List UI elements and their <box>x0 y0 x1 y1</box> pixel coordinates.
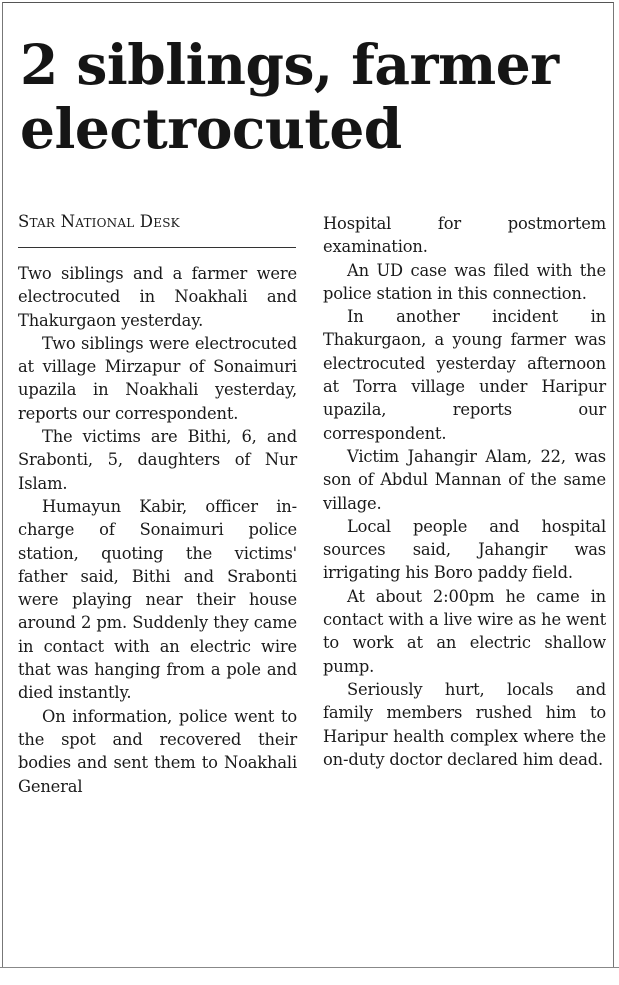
byline: Star National Desk <box>18 212 180 231</box>
byline-rule <box>18 247 296 248</box>
paragraph: On information, police went to the spot and recovered their bodies and sent them to Noakhali General <box>18 706 297 796</box>
paragraph: The victims are Bithi, 6, and Srabonti, 5, daughters of Nur Islam. <box>18 427 297 493</box>
paragraph: Victim Jahangir Alam, 22, was son of Abdul Mannan of the same village. <box>323 446 606 513</box>
clipping-bottom-edge <box>0 967 619 968</box>
paragraph: Two siblings were electrocuted at village Mirzapur of Sonaimuri upazila in Noakhali yesterday, reports our correspondent. <box>18 333 297 423</box>
paragraph: Seriously hurt, locals and family members rushed him to Haripur health complex where the on-duty doctor declared him dead. <box>323 679 606 769</box>
article-column-1 <box>18 262 297 798</box>
paragraph: An UD case was filed with the police station in this connection. <box>323 260 606 303</box>
headline-line-2: electrocuted <box>20 96 402 161</box>
paragraph: At about 2:00pm he came in contact with a live wire as he went to work at an electric shallow pump. <box>323 586 606 676</box>
headline <box>20 33 610 161</box>
paragraph: In another incident in Thakurgaon, a young farmer was electrocuted yesterday afternoon at Torra village under Haripur upazila, reports our correspondent. <box>323 307 606 443</box>
paragraph: Local people and hospital sources said, Jahangir was irrigating his Boro paddy field. <box>323 516 606 583</box>
paragraph: Two siblings and a farmer were electrocuted in Noakhali and Thakurgaon yesterday. <box>18 264 297 330</box>
paragraph-continued: Hospital for postmortem examination. <box>323 214 606 257</box>
paragraph: Humayun Kabir, officer in-charge of Sonaimuri police station, quoting the victims' father said, Bithi and Srabonti were playing near their house around 2 pm. Suddenly they came in contact with an electric wire that was hanging from a pole and died instantly. <box>18 496 297 703</box>
article-column-2 <box>323 212 606 771</box>
headline-line-1: 2 siblings, farmer <box>20 32 559 97</box>
